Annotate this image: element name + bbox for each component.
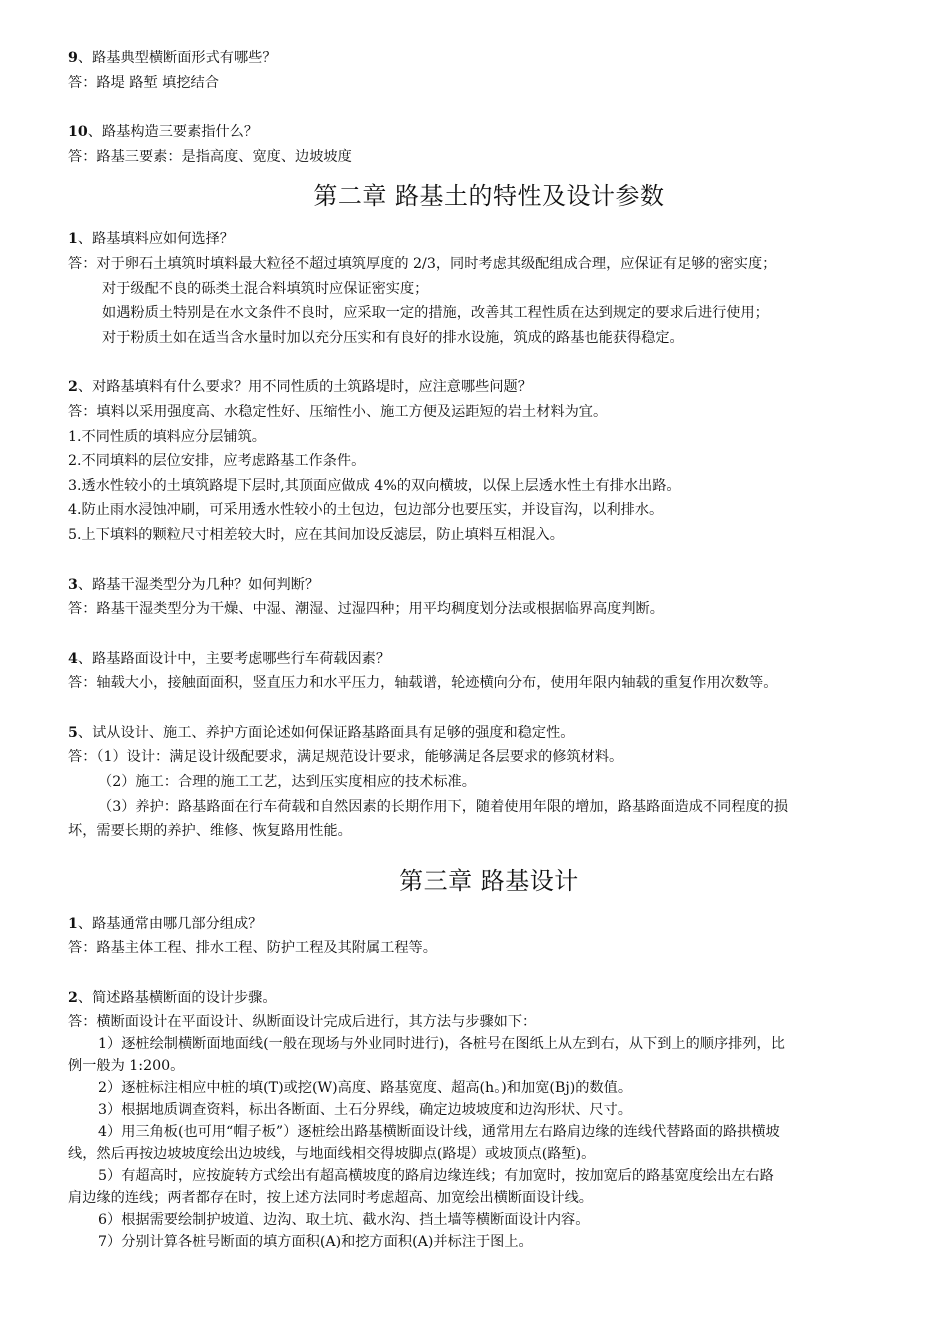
question-text: 、路基典型横断面形式有哪些？ xyxy=(77,50,277,66)
question-number: 1 xyxy=(68,231,78,248)
answer-10: 答：路基三要素：是指高度、宽度、边坡坡度 xyxy=(68,148,352,165)
ch3-step-1: 1）逐桩绘制横断面地面线(一般在现场与外业同时进行)，各桩号在图纸上从左到右，从下到上的顺序排列，比 xyxy=(98,1035,785,1052)
question-text: 、路基干湿类型分为几种？如何判断？ xyxy=(77,576,320,593)
ch2-question-3 xyxy=(68,573,910,598)
ch3-answer-1: 答：路基主体工程、排水工程、防护工程及其附属工程等。 xyxy=(68,940,437,957)
question-text: 、路基路面设计中，主要考虑哪些行车荷载因素？ xyxy=(77,650,391,667)
ch2-answer-5-design: 答：（1）设计：满足设计级配要求，满足规范设计要求，能够满足各层要求的修筑材料。 xyxy=(68,749,624,766)
ch2-answer-1-line-4: 对于粉质土如在适当含水量时加以充分压实和有良好的排水设施，筑成的路基也能获得稳定。 xyxy=(102,329,684,346)
question-9 xyxy=(68,46,910,71)
ch3-step-5: 5）有超高时，应按旋转方式绘出有超高横坡度的路肩边缘连线；有加宽时，按加宽后的路基宽度绘出左右路 xyxy=(98,1167,774,1184)
document-page xyxy=(68,46,910,1253)
ch3-step-4-cont: 线，然后再按边坡坡度绘出边坡线，与地面线相交得坡脚点(路堤）或坡顶点(路堑)。 xyxy=(68,1145,596,1162)
ch2-question-4 xyxy=(68,647,910,672)
question-text: 、路基构造三要素指什么？ xyxy=(87,124,259,141)
ch2-question-1 xyxy=(68,227,910,252)
ch3-step-1-cont: 例一般为 1:200。 xyxy=(68,1057,185,1074)
ch2-answer-2-intro: 答：填料以采用强度高、水稳定性好、压缩性小、施工方便及运距短的岩土材料为宜。 xyxy=(68,403,608,420)
chapter-3-title: 第三章 路基设计 xyxy=(399,866,579,895)
ch3-step-2: 2）逐桩标注相应中桩的填(T)或挖(W)高度、路基宽度、超高(h。)和加宽(Bj)的数值。 xyxy=(98,1079,633,1096)
ch3-question-1 xyxy=(68,912,910,937)
ch2-answer-5-construction: （2）施工：合理的施工工艺，达到压实度相应的技术标准。 xyxy=(98,774,476,791)
ch2-answer-2-item: 2.不同填料的层位安排，应考虑路基工作条件。 xyxy=(68,453,366,470)
ch2-answer-1-line-1: 答：对于卵石土填筑时填料最大粒径不超过填筑厚度的 2/3，同时考虑其级配组成合理，应保证有足够的密实度； xyxy=(68,255,777,272)
question-text: 、路基填料应如何选择？ xyxy=(77,231,234,248)
question-number: 2 xyxy=(68,379,78,396)
chapter-2-title: 第二章 路基土的特性及设计参数 xyxy=(313,182,665,211)
ch2-answer-2-item: 1.不同性质的填料应分层铺筑。 xyxy=(68,428,266,445)
question-number: 2 xyxy=(68,990,78,1007)
question-number: 4 xyxy=(68,650,78,667)
ch2-answer-4: 答：轴载大小，接触面面积，竖直压力和水平压力，轴载谱，轮迹横向分布，使用年限内轴载的重复作用次数等。 xyxy=(68,675,778,692)
ch2-answer-2-item: 5.上下填料的颗粒尺寸相差较大时，应在其间加设反滤层，防止填料互相混入。 xyxy=(68,526,564,543)
ch2-answer-1-line-2: 对于级配不良的砾类土混合料填筑时应保证密实度； xyxy=(102,280,429,297)
question-text: 、对路基填料有什么要求？用不同性质的土筑路堤时，应注意哪些问题？ xyxy=(77,379,532,396)
question-text: 、路基通常由哪几部分组成？ xyxy=(77,915,263,932)
answer-9: 答：路堤 路堑 填挖结合 xyxy=(68,74,219,91)
question-number: 5 xyxy=(68,724,78,741)
ch2-answer-5-maintenance: （3）养护：路基路面在行车荷载和自然因素的长期作用下，随着使用年限的增加，路基路面造成不同程度的损 xyxy=(98,798,789,815)
ch2-question-5 xyxy=(68,721,910,746)
ch3-step-5-cont: 肩边缘的连线；两者都存在时，按上述方法同时考虑超高、加宽绘出横断面设计线。 xyxy=(68,1189,593,1206)
question-text: 、试从设计、施工、养护方面论述如何保证路基路面具有足够的强度和稳定性。 xyxy=(77,724,575,741)
ch3-step-7: 7）分别计算各桩号断面的填方面积(A)和挖方面积(A)并标注于图上。 xyxy=(98,1233,533,1250)
ch3-question-2 xyxy=(68,986,910,1011)
ch2-question-2 xyxy=(68,375,910,400)
question-number: 9 xyxy=(68,50,78,66)
ch2-answer-3: 答：路基干湿类型分为干燥、中湿、潮湿、过湿四种；用平均稠度划分法或根据临界高度判断。 xyxy=(68,601,664,618)
question-number: 3 xyxy=(68,576,78,593)
ch3-step-6: 6）根据需要绘制护坡道、边沟、取土坑、截水沟、挡土墙等横断面设计内容。 xyxy=(98,1211,590,1228)
question-number: 10 xyxy=(68,124,88,141)
question-number: 1 xyxy=(68,915,78,932)
ch2-answer-5-maintenance-cont: 坏，需要长期的养护、维修、恢复路用性能。 xyxy=(68,823,352,840)
ch3-step-4: 4）用三角板(也可用“帽子板”）逐桩绘出路基横断面设计线，通常用左右路肩边缘的连线代替路面的路拱横坡 xyxy=(98,1123,780,1140)
ch3-answer-2-intro: 答：横断面设计在平面设计、纵断面设计完成后进行，其方法与步骤如下： xyxy=(68,1013,537,1030)
ch2-answer-2-item: 3.透水性较小的土填筑路堤下层时,其顶面应做成 4%的双向横坡，以保上层透水性土有排水出路。 xyxy=(68,477,681,494)
question-text: 、简述路基横断面的设计步骤。 xyxy=(77,990,277,1007)
ch2-answer-1-line-3: 如遇粉质土特别是在水文条件不良时，应采取一定的措施，改善其工程性质在达到规定的要求后进行使用； xyxy=(102,305,769,322)
ch2-answer-2-item: 4.防止雨水浸蚀冲刷，可采用透水性较小的土包边，包边部分也要压实，并设盲沟，以利排水。 xyxy=(68,502,664,519)
ch3-step-3: 3）根据地质调查资料，标出各断面、土石分界线，确定边坡坡度和边沟形状、尺寸。 xyxy=(98,1101,632,1118)
question-10 xyxy=(68,120,910,145)
